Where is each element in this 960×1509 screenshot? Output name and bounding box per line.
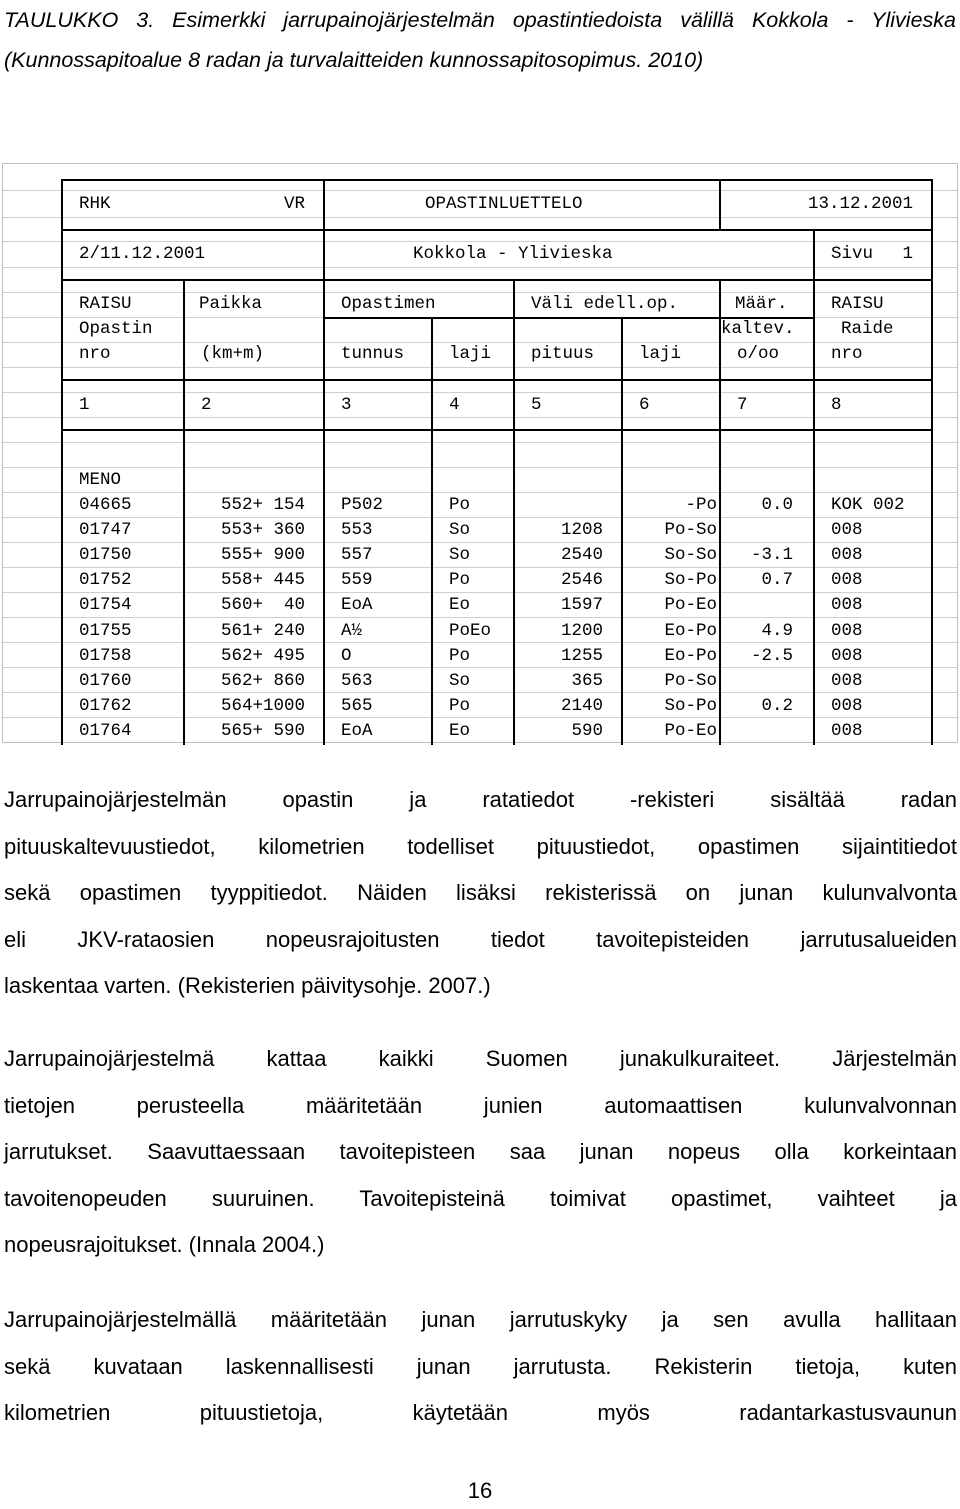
table-cell: EoA (341, 720, 373, 741)
listing-ref: 2/11.12.2001 (79, 244, 206, 264)
table-cell: 2140 (560, 695, 603, 716)
paragraph-line: tietojen perusteella määritetään junien automaattisen kulunvalvonnan (4, 1092, 957, 1118)
table-cell: 557 (341, 545, 373, 566)
table-rule (61, 229, 931, 231)
table-cell: Eo-Po (664, 620, 717, 641)
table-cell: 561+ 240 (220, 620, 305, 641)
table-cell: PoEo (449, 620, 492, 641)
paragraph-line: sekä kuvataan laskennallisesti junan jarrutusta. Rekisterin tietoja, kuten (4, 1353, 957, 1379)
col-header: Väli edell.op. (531, 294, 679, 314)
table-cell: 4.9 (761, 620, 793, 641)
table-cell: 008 (831, 670, 863, 691)
paragraph-line: tavoitenopeuden suuruinen. Tavoitepisteinä toimivat opastimet, vaihteet ja (4, 1185, 957, 1211)
listing-page-no: 1 (902, 244, 913, 264)
listing-unit: VR (283, 194, 305, 214)
table-cell: 365 (571, 670, 603, 691)
paragraph-line: sekä opastimen tyyppitiedot. Näiden lisäksi rekisterissä on junan kulunvalvonta (4, 880, 957, 905)
col-header: o/oo (737, 344, 780, 364)
col-header: laji (639, 344, 682, 364)
table-cell: EoA (341, 595, 373, 616)
table-cell: So-Po (664, 695, 717, 716)
col-header: tunnus (341, 344, 405, 364)
table-cell: 558+ 445 (220, 570, 305, 591)
table-cell: 01760 (79, 670, 132, 691)
table-rule (931, 279, 933, 745)
table-cell: 565+ 590 (220, 720, 305, 741)
col-header: Raide (841, 319, 894, 339)
table-cell: 565 (341, 695, 373, 716)
paragraph-line: nopeusrajoitukset. (Innala 2004.) (4, 1232, 325, 1257)
column-number: 6 (639, 395, 650, 415)
table-rule (61, 179, 931, 181)
table-cell: 1200 (560, 620, 603, 641)
table-cell: 564+1000 (220, 695, 305, 716)
table-cell: 01747 (79, 520, 132, 541)
table-cell: 008 (831, 645, 863, 666)
table-cell: 562+ 860 (220, 670, 305, 691)
table-cell: P502 (341, 495, 384, 515)
listing-title: OPASTINLUETTELO (425, 194, 583, 214)
table-cell: A½ (341, 620, 363, 641)
col-header: nro (79, 344, 111, 364)
table-cell: 01752 (79, 570, 132, 591)
col-header: (km+m) (201, 344, 265, 364)
table-cell: 04665 (79, 495, 132, 515)
table-cell: 1597 (560, 595, 603, 616)
table-caption: TAULUKKO 3. Esimerkki jarrupainojärjestelmän opastintiedoista välillä Kokkola - Ylivieska (Kunnossapitoalue 8 radan ja turvalaitteiden kunnossapitosopimus. 2010) (4, 8, 956, 72)
table-cell: 0.2 (761, 695, 793, 716)
table-cell: Po-So (664, 670, 717, 691)
table-cell: 552+ 154 (220, 495, 305, 515)
paragraph-line: eli JKV-rataosien nopeusrajoitusten tiedot tavoitepisteiden jarrutusalueiden (4, 926, 957, 952)
table-rule (61, 279, 931, 281)
listing-page-label: Sivu (831, 244, 874, 264)
table-cell: 01754 (79, 595, 132, 616)
direction-label: MENO (79, 470, 122, 490)
column-number: 7 (737, 395, 748, 415)
table-rule (813, 229, 815, 279)
table-rule (3, 217, 957, 218)
table-cell: Eo-Po (664, 645, 717, 666)
table-cell: So (449, 520, 471, 541)
col-header: Määr. (735, 294, 788, 314)
table-cell: 562+ 495 (220, 645, 305, 666)
table-rule (323, 279, 325, 745)
paragraph-line: kilometrien pituustietoja, käytetään myös radantarkastusvaunun (4, 1400, 957, 1425)
table-rule (813, 279, 815, 745)
col-header: Paikka (199, 294, 263, 314)
table-cell: 01758 (79, 645, 132, 666)
table-cell: 0.0 (761, 495, 793, 515)
table-cell: 008 (831, 545, 863, 566)
paragraph-line: Jarrupainojärjestelmällä määritetään junan jarrutuskyky ja sen avulla hallitaan (4, 1307, 957, 1332)
table-cell: 553+ 360 (220, 520, 305, 541)
table-rule (61, 429, 931, 431)
listing-org: RHK (79, 194, 111, 214)
signal-listing-table (2, 163, 958, 743)
table-rule (931, 179, 933, 279)
table-rule (323, 179, 325, 229)
table-cell: 2540 (560, 545, 603, 566)
table-cell: 008 (831, 720, 863, 741)
col-header: nro (831, 344, 863, 364)
table-cell: KOK 002 (831, 495, 905, 515)
table-cell: 2546 (560, 570, 603, 591)
table-cell: 01762 (79, 695, 132, 716)
paragraph-line: laskentaa varten. (Rekisterien päivitysohje. 2007.) (4, 973, 491, 998)
table-rule (61, 279, 63, 745)
table-cell: -2.5 (750, 645, 793, 666)
table-rule (183, 279, 185, 745)
table-cell: 553 (341, 520, 373, 541)
paragraph-line: Jarrupainojärjestelmän opastin ja ratatiedot -rekisteri sisältää radan (4, 787, 957, 812)
table-cell: O (341, 645, 352, 666)
table-cell: -Po (685, 495, 717, 515)
col-header: laji (449, 344, 492, 364)
paragraph-line: jarrutukset. Saavuttaessaan tavoitepisteen saa junan nopeus olla korkeintaan (4, 1139, 957, 1164)
table-cell: -3.1 (750, 545, 793, 566)
paragraph-line: pituuskaltevuustiedot, kilometrien todelliset pituustiedot, opastimen sijaintitiedot (4, 833, 957, 859)
table-rule (323, 229, 325, 279)
listing-date: 13.12.2001 (807, 194, 913, 214)
col-header: RAISU (831, 294, 884, 314)
table-cell: So (449, 545, 471, 566)
table-cell: Eo (449, 720, 471, 741)
table-cell: So-So (664, 545, 717, 566)
table-cell: Po (449, 570, 471, 591)
table-cell: So (449, 670, 471, 691)
table-cell: 008 (831, 695, 863, 716)
table-cell: Po (449, 695, 471, 716)
column-number: 4 (449, 395, 460, 415)
table-cell: So-Po (664, 570, 717, 591)
col-header: pituus (531, 344, 595, 364)
col-header: Opastimen (341, 294, 436, 314)
table-cell: 008 (831, 620, 863, 641)
table-cell: Po-Eo (664, 595, 717, 616)
column-number: 3 (341, 395, 352, 415)
paragraph-line: Jarrupainojärjestelmä kattaa kaikki Suomen junakulkuraiteet. Järjestelmän (4, 1046, 957, 1071)
table-cell: 0.7 (761, 570, 793, 591)
table-rule (61, 179, 63, 279)
table-cell: 008 (831, 595, 863, 616)
table-rule (431, 317, 433, 745)
table-cell: Po (449, 645, 471, 666)
col-header: RAISU (79, 294, 132, 314)
table-cell: 563 (341, 670, 373, 691)
table-rule (61, 379, 931, 381)
column-number: 8 (831, 395, 842, 415)
table-cell: 590 (571, 720, 603, 741)
column-number: 1 (79, 395, 90, 415)
table-rule (3, 190, 957, 191)
table-cell: 008 (831, 520, 863, 541)
table-cell: 01755 (79, 620, 132, 641)
table-cell: 555+ 900 (220, 545, 305, 566)
table-cell: Po-Eo (664, 720, 717, 741)
page-number: 16 (467, 1478, 493, 1503)
table-cell: 560+ 40 (220, 595, 305, 616)
table-cell: 01764 (79, 720, 132, 741)
col-header: Opastin (79, 319, 153, 339)
listing-section: Kokkola - Ylivieska (413, 244, 613, 264)
table-cell: Po-So (664, 520, 717, 541)
table-cell: 1208 (560, 520, 603, 541)
table-cell: 008 (831, 570, 863, 591)
table-cell: Po (449, 495, 471, 515)
table-cell: Eo (449, 595, 471, 616)
table-cell: 1255 (560, 645, 603, 666)
column-number: 2 (201, 395, 212, 415)
table-cell: 01750 (79, 545, 132, 566)
column-number: 5 (531, 395, 542, 415)
col-header: kaltev. (721, 319, 795, 339)
table-cell: 559 (341, 570, 373, 591)
